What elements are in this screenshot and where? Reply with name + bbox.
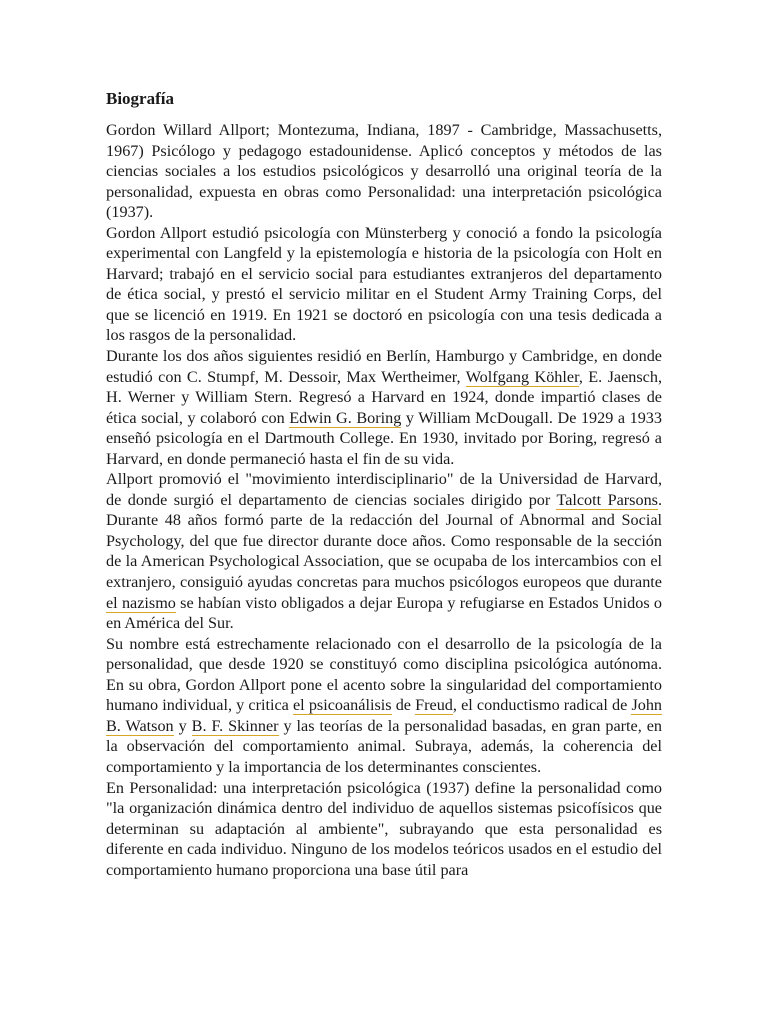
paragraph-text: y [173,716,192,735]
paragraph-5 [106,634,662,778]
paragraph-text: Su nombre está estrechamente relacionado con el desarrollo de la psicología de la personalidad, que desde 1920 se constituyó como disciplina psicológica autónoma. En su obra, Gordon Allport pone el acento sobre la singularidad del comportamiento humano individual, y critica [106,634,662,715]
paragraph-text: Allport promovió el "movimiento interdisciplinario" de la Universidad de Harvard, de donde surgió el departamento de ciencias sociales dirigido por [106,470,662,509]
link-john-b-watson[interactable]: John B. Watson [106,696,663,735]
link-freud[interactable]: Freud [415,696,453,715]
paragraph-text: Durante los dos años siguientes residió en Berlín, Hamburgo y Cambridge, en donde estudió con C. Stumpf, M. Dessoir, Max Wertheimer, [106,347,662,386]
paragraph-3 [106,346,662,469]
paragraph-text: En Personalidad: una interpretación psicológica (1937) define la personalidad como "la organización dinámica dentro del individuo de aquellos sistemas psicofísicos que determinan su adaptación al ambiente", subrayando que esta personalidad es diferente en cada individuo. Ninguno de los modelos teóricos usados en el estudio del comportamiento humano proporciona una base útil para [106,778,662,879]
paragraph-text: de [391,696,416,715]
paragraph-2 [106,223,662,346]
link-edwin-g-boring[interactable]: Edwin G. Boring [289,408,402,427]
paragraph-text: , el conductismo radical de [452,696,632,715]
paragraph-4 [106,469,662,633]
paragraph-6 [106,778,662,881]
paragraph-text: y las teorías de la personalidad basadas, en gran parte, en la observación del comportamiento animal. Subraya, además, la coherencia del comportamiento y la importancia de los determinantes conscientes. [106,716,662,776]
paragraph-text: . Durante 48 años formó parte de la redacción del Journal of Abnormal and Social Psychology, del que fue director durante doce años. Como responsable de la sección de la American Psychological Association, que se ocupaba de los intercambios con el extranjero, consiguió ayudas concretas para muchos psicólogos europeos que durante [106,490,663,592]
paragraph-text: y William McDougall. De 1929 a 1933 enseñó psicología en el Dartmouth College. En 1930, invitado por Boring, regresó a Harvard, en donde permaneció hasta el fin de su vida. [106,408,662,468]
link-talcott-parsons[interactable]: Talcott Parsons [556,490,658,509]
document-body [106,120,662,880]
link-el-nazismo[interactable]: el nazismo [106,593,176,612]
link-wolfgang-kohler[interactable]: Wolfgang Köhler [465,367,579,386]
paragraph-text: se habían visto obligados a dejar Europa y refugiarse en Estados Unidos o en América del Sur. [106,593,662,633]
link-b-f-skinner[interactable]: B. F. Skinner [191,716,279,735]
paragraph-text: Gordon Allport estudió psicología con Münsterberg y conoció a fondo la psicología experimental con Langfeld y la epistemología e historia de la psicología con Holt en Harvard; trabajó en el servicio social para estudiantes extranjeros del departamento de ética social, y prestó el servicio militar en el Student Army Training Corps, del que se licenció en 1919. En 1921 se doctoró en psicología con una tesis dedicada a los rasgos de la personalidad. [106,223,662,345]
section-heading: Biografía [106,89,174,108]
paragraph-text: Gordon Willard Allport; Montezuma, Indiana, 1897 - Cambridge, Massachusetts, 1967) Psicólogo y pedagogo estadounidense. Aplicó conceptos y métodos de las ciencias sociales a los estudios psicológicos y desarrolló una original teoría de la personalidad, expuesta en obras como Personalidad: una interpretación psicológica (1937). [106,121,662,222]
link-el-psicoanalisis[interactable]: el psicoanálisis [292,696,392,715]
paragraph-text: , E. Jaensch, H. Werner y William Stern. Regresó a Harvard en 1924, donde impartió clases de ética social, y colaboró con [106,367,663,427]
paragraph-1 [106,120,662,223]
